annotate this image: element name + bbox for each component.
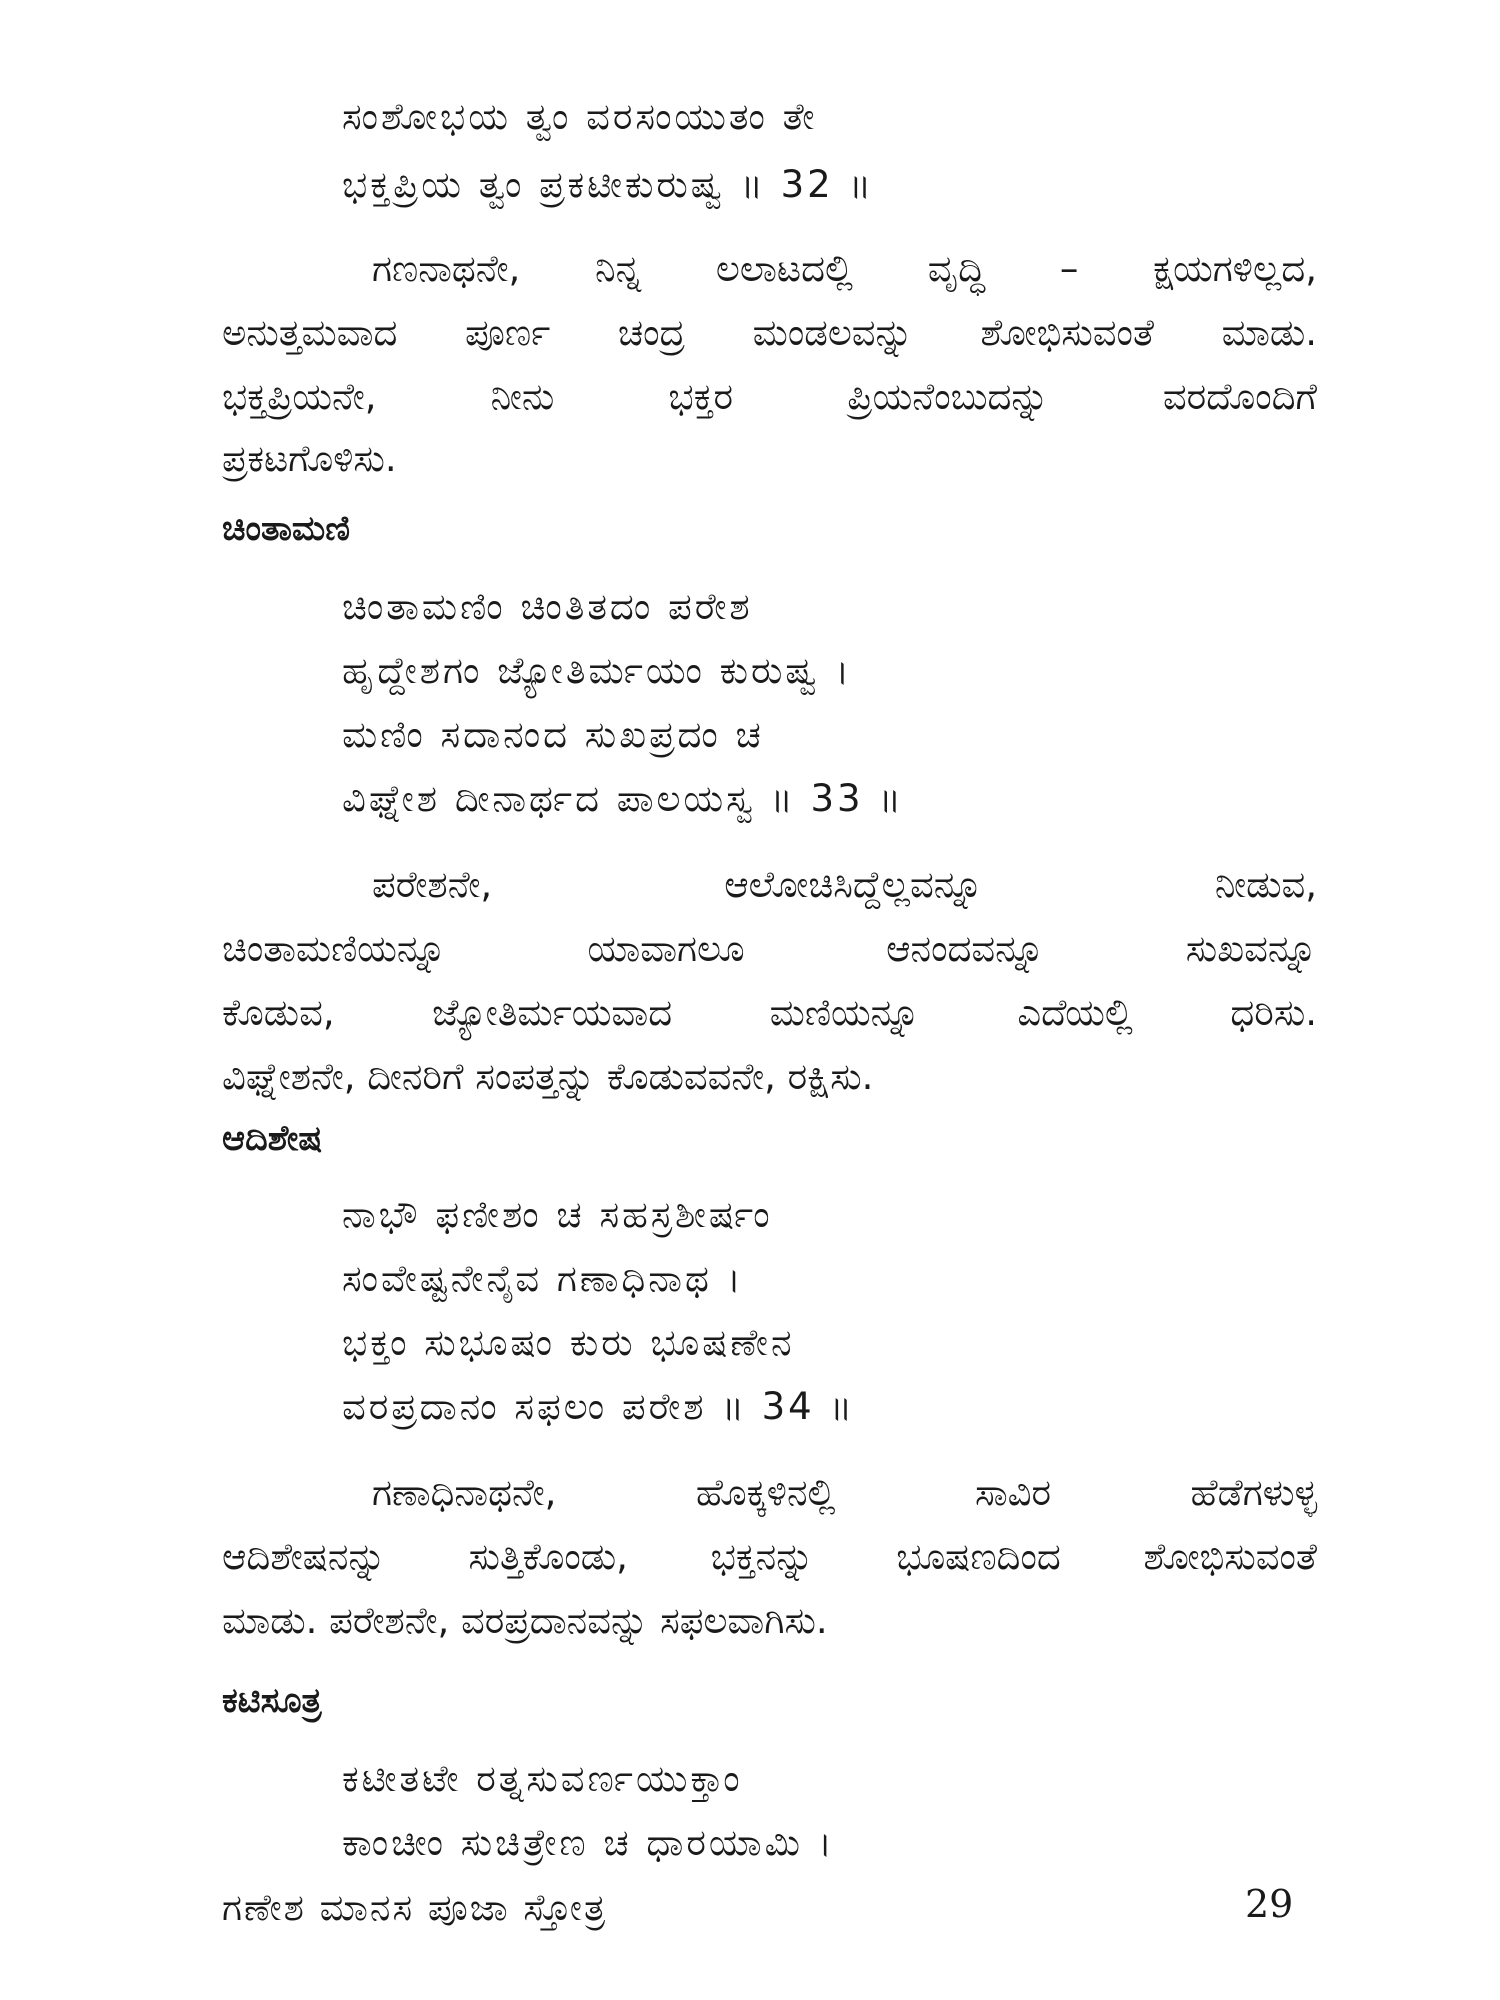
running-footer-title: ಗಣೇಶ ಮಾನಸ ಪೂಜಾ ಸ್ತೋತ್ರ [222,1886,608,1929]
verse-33-line-1: ಚಿಂತಾಮಣಿಂ ಚಿಂತಿತದಂ ಪರೇಶ [342,585,753,628]
verse-35-line-1: ಕಟೀತಟೇ ರತ್ನಸುವರ್ಣಯುಕ್ತಾಂ [342,1757,743,1800]
verse-34-line-1: ನಾಭೌ ಫಣೀಶಂ ಚ ಸಹಸ್ರಶೀರ್ಷಂ [342,1193,773,1236]
section-heading-chintamani: ಚಿಂತಾಮಣಿ [222,509,350,549]
verse-33-line-2: ಹೃದ್ದೇಶಗಂ ಜ್ಯೋತಿರ್ಮಯಂ ಕುರುಷ್ವ । [342,649,853,692]
meaning-32-line-4: ಪ್ರಕಟಗೊಳಿಸು. [222,437,397,480]
verse-32-line-2: ಭಕ್ತಪ್ರಿಯ ತ್ವಂ ಪ್ರಕಟೀಕುರುಷ್ವ ॥ 32 ॥ [342,163,875,206]
meaning-32-line-1: ಗಣನಾಥನೇ, ನಿನ್ನ ಲಲಾಟದಲ್ಲಿ ವೃದ್ಧಿ – ಕ್ಷಯಗಳಿಲ್ಲದ, [372,247,1317,290]
verse-33-line-4: ವಿಘ್ನೇಶ ದೀನಾರ್ಥದ ಪಾಲಯಸ್ವ ॥ 33 ॥ [342,777,904,820]
section-heading-katisutra: ಕಟಿಸೂತ್ರ [222,1681,322,1721]
meaning-32-line-2: ಅನುತ್ತಮವಾದ ಪೂರ್ಣ ಚಂದ್ರ ಮಂಡಲವನ್ನು ಶೋಭಿಸುವಂತೆ ಮಾಡು. [222,311,1317,354]
meaning-33-line-1: ಪರೇಶನೇ, ಆಲೋಚಿಸಿದ್ದೆಲ್ಲವನ್ನೂ ನೀಡುವ, [372,863,1317,906]
meaning-33-line-2: ಚಿಂತಾಮಣಿಯನ್ನೂ ಯಾವಾಗಲೂ ಆನಂದವನ್ನೂ ಸುಖವನ್ನೂ [222,927,1317,970]
verse-35-line-2: ಕಾಂಚೀಂ ಸುಚಿತ್ರೇಣ ಚ ಧಾರಯಾಮಿ । [342,1821,835,1864]
verse-34-line-4: ವರಪ್ರದಾನಂ ಸಫಲಂ ಪರೇಶ ॥ 34 ॥ [342,1385,856,1428]
meaning-34-line-3: ಮಾಡು. ಪರೇಶನೇ, ವರಪ್ರದಾನವನ್ನು ಸಫಲವಾಗಿಸು. [222,1599,828,1642]
meaning-34-line-1: ಗಣಾಧಿನಾಥನೇ, ಹೊಕ್ಕಳಿನಲ್ಲಿ ಸಾವಿರ ಹೆಡೆಗಳುಳ್ಳ [372,1471,1317,1514]
verse-34-line-2: ಸಂವೇಷ್ಟನೇನೈವ ಗಣಾಧಿನಾಥ । [342,1257,744,1300]
section-heading-adishesha: ಆದಿಶೇಷ [222,1119,323,1159]
verse-32-line-1: ಸಂಶೋಭಯ ತ್ವಂ ವರಸಂಯುತಂ ತೇ [342,95,818,138]
meaning-32-line-3: ಭಕ್ತಪ್ರಿಯನೇ, ನೀನು ಭಕ್ತರ ಪ್ರಿಯನೆಂಬುದನ್ನು ವರದೊಂದಿಗೆ [222,375,1317,418]
verse-34-line-3: ಭಕ್ತಂ ಸುಭೂಷಂ ಕುರು ಭೂಷಣೇನ [342,1321,795,1364]
verse-33-line-3: ಮಣಿಂ ಸದಾನಂದ ಸುಖಪ್ರದಂ ಚ [342,713,764,756]
meaning-33-line-4: ವಿಘ್ನೇಶನೇ, ದೀನರಿಗೆ ಸಂಪತ್ತನ್ನು ಕೊಡುವವನೇ, ರಕ್ಷಿಸು. [222,1055,874,1098]
meaning-34-line-2: ಆದಿಶೇಷನನ್ನು ಸುತ್ತಿಕೊಂಡು, ಭಕ್ತನನ್ನು ಭೂಷಣದಿಂದ ಶೋಭಿಸುವಂತೆ [222,1535,1317,1578]
page-number: 29 [1245,1882,1294,1926]
meaning-33-line-3: ಕೊಡುವ, ಜ್ಯೋತಿರ್ಮಯವಾದ ಮಣಿಯನ್ನೂ ಎದೆಯಲ್ಲಿ ಧರಿಸು. [222,991,1317,1034]
